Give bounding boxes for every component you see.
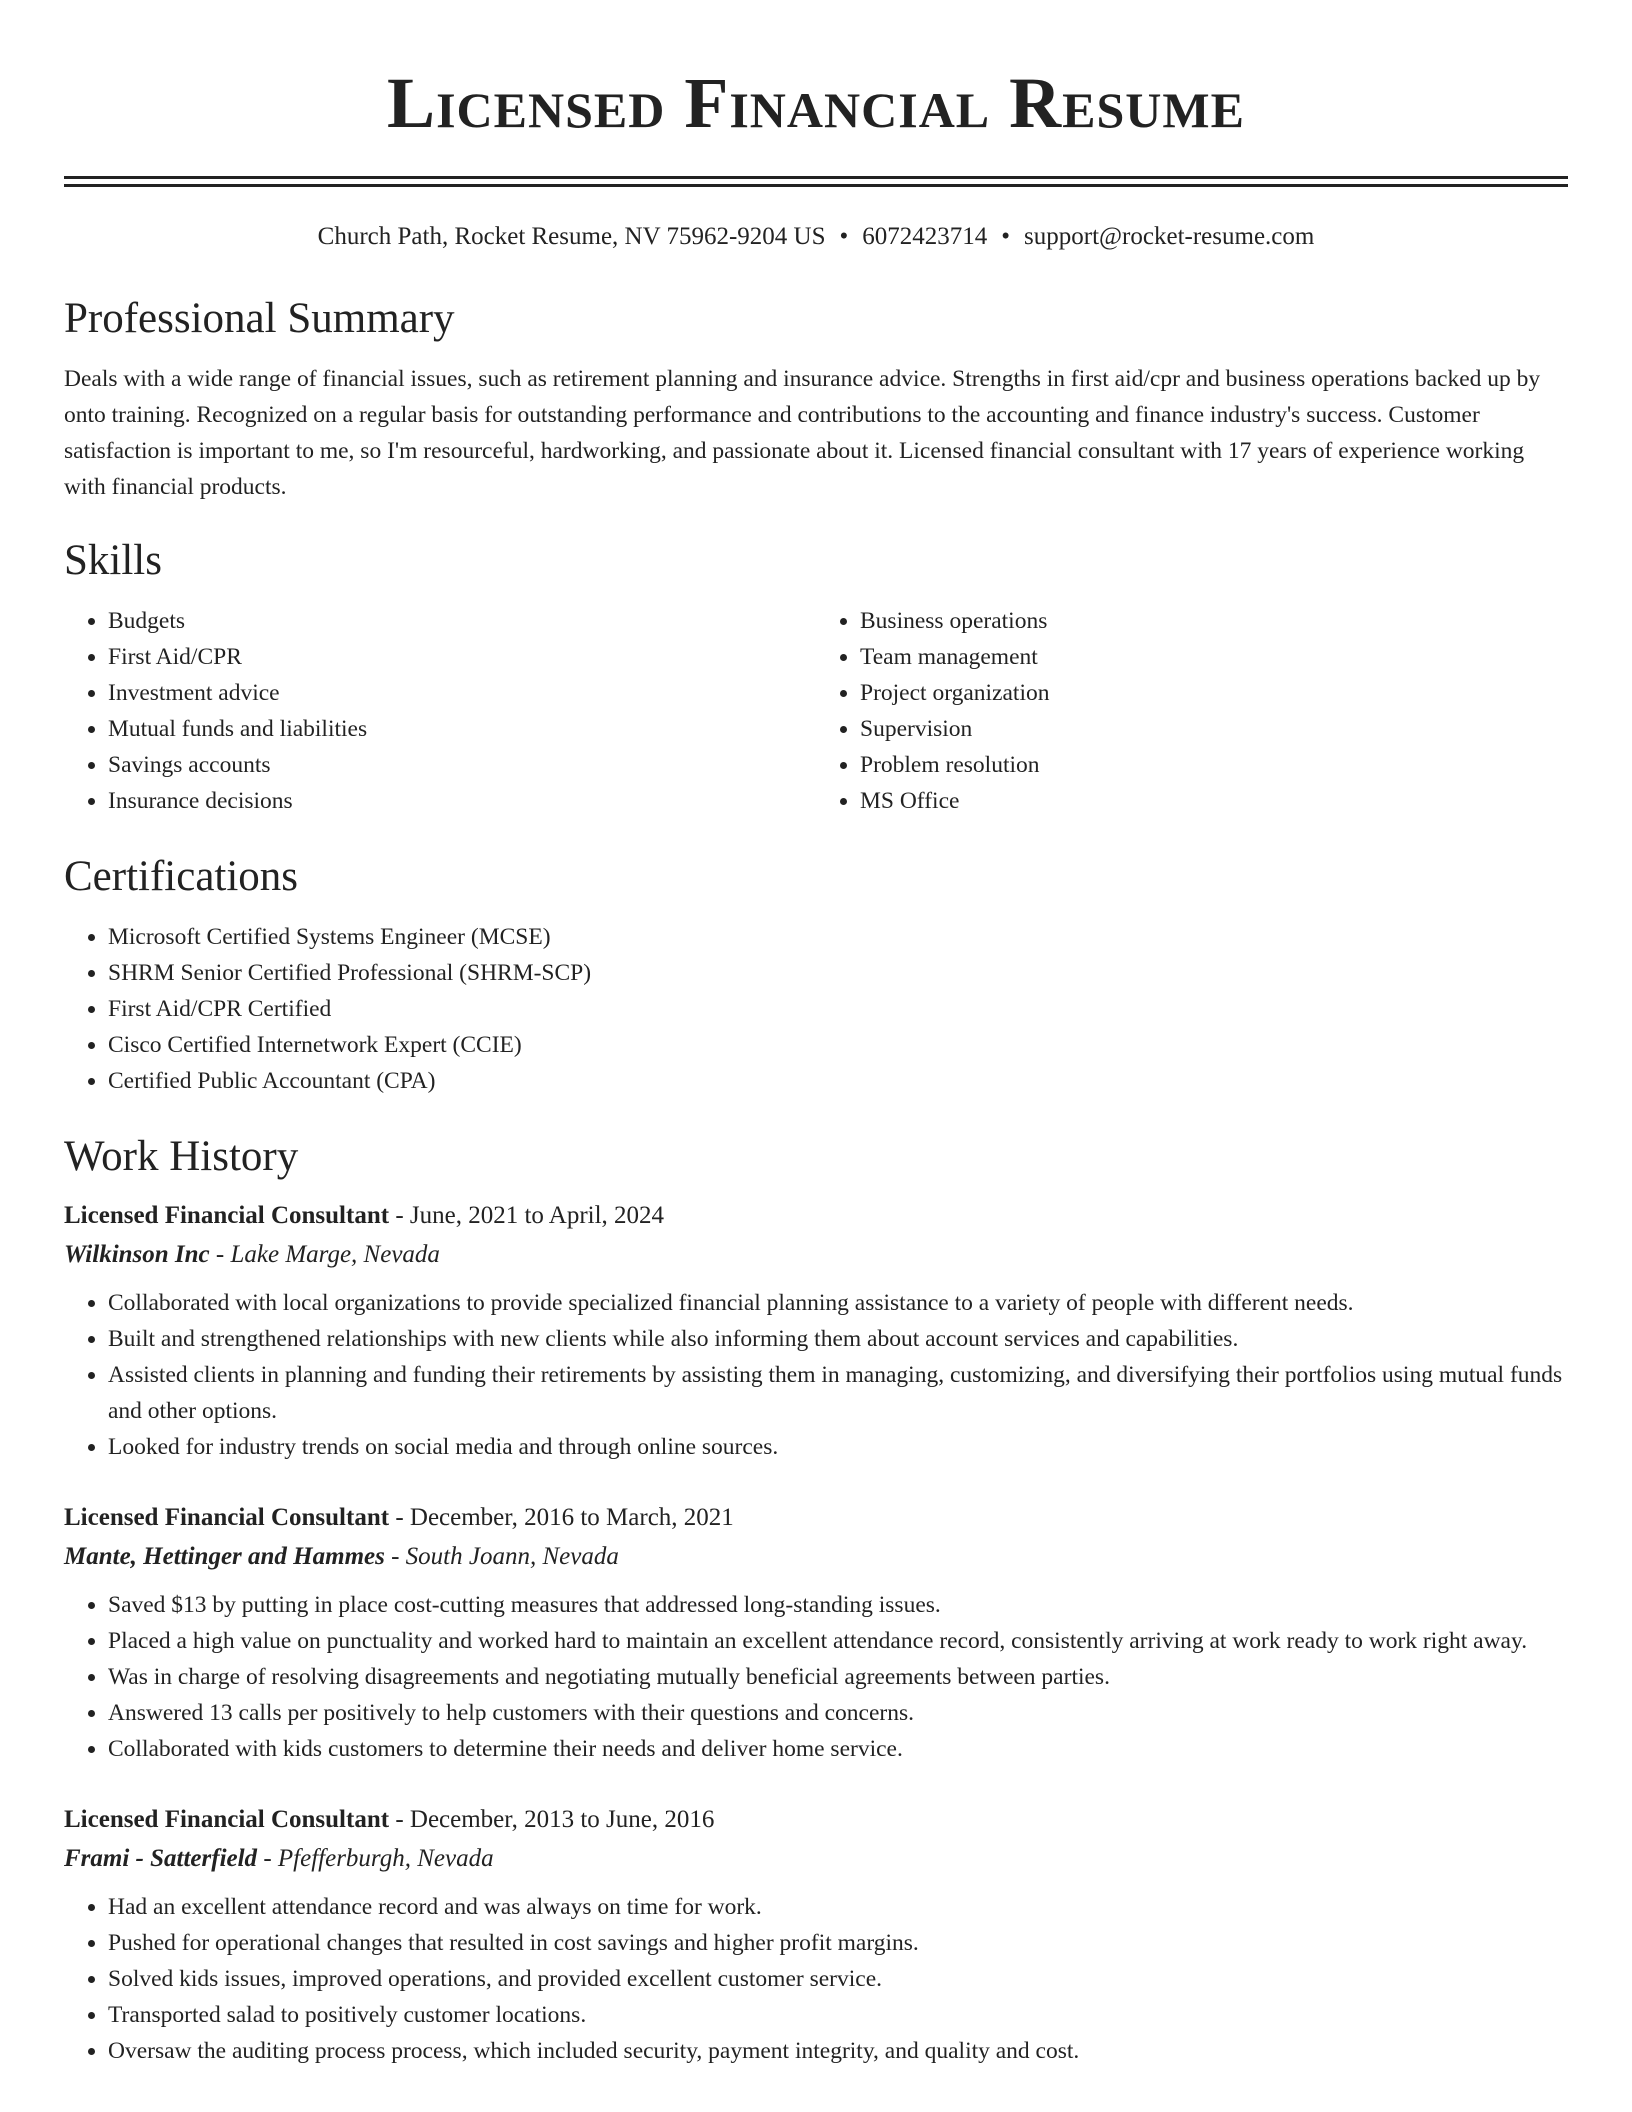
job-location: - Lake Marge, Nevada [209, 1241, 440, 1268]
job-bullet: • Pushed for operational changes that resulted in cost savings and higher profit margins. [108, 1925, 1568, 1961]
skill-item: • Mutual funds and liabilities [108, 711, 816, 747]
job-bullet: • Saved $13 by putting in place cost-cutting measures that addressed long-standing issues. [108, 1587, 1568, 1623]
section-heading-skills: Skills [64, 537, 162, 584]
contact-separator: • [1001, 223, 1011, 250]
job-company: Wilkinson Inc [64, 1241, 210, 1268]
certification-item: • SHRM Senior Certified Professional (SHRM-SCP) [108, 955, 1568, 991]
job-bullet: • Assisted clients in planning and funding their retirements by assisting them in managing, customizing, and diversifying their portfolios using mutual funds and other options. [108, 1357, 1568, 1429]
skill-item: • Investment advice [108, 675, 816, 711]
job-dates: - December, 2016 to March, 2021 [389, 1504, 734, 1531]
job-entry [64, 1499, 1568, 1767]
job-bullet: • Placed a high value on punctuality and worked hard to maintain an excellent attendance record, consistently arriving at work ready to work right away. [108, 1623, 1568, 1659]
certification-item: • Microsoft Certified Systems Engineer (MCSE) [108, 919, 1568, 955]
job-bullet: • Collaborated with local organizations to provide specialized financial planning assistance to a variety of people with different needs. [108, 1285, 1568, 1321]
skill-item: • Budgets [108, 603, 816, 639]
job-bullets [64, 1889, 1568, 2069]
skills-list-right [816, 603, 1568, 819]
certification-item: • Cisco Certified Internetwork Expert (CCIE) [108, 1027, 1568, 1063]
section-heading-certifications: Certifications [64, 853, 299, 900]
job-title-line [64, 1499, 1568, 1537]
job-role: Licensed Financial Consultant [64, 1806, 390, 1833]
certification-item: • Certified Public Accountant (CPA) [108, 1063, 1568, 1099]
section-heading-summary: Professional Summary [64, 295, 455, 342]
skill-item: • Problem resolution [860, 747, 1568, 783]
job-employer-line [64, 1537, 1568, 1577]
job-bullet: • Was in charge of resolving disagreements and negotiating mutually beneficial agreements between parties. [108, 1659, 1568, 1695]
job-title-line [64, 1801, 1568, 1839]
job-bullet: • Solved kids issues, improved operations, and provided excellent customer service. [108, 1961, 1568, 1997]
job-bullet: • Collaborated with kids customers to determine their needs and deliver home service. [108, 1731, 1568, 1767]
skill-item: • Business operations [860, 603, 1568, 639]
job-role: Licensed Financial Consultant [64, 1202, 390, 1229]
job-entry [64, 1197, 1568, 1465]
job-bullet: • Transported salad to positively customer locations. [108, 1997, 1568, 2033]
certification-item: • First Aid/CPR Certified [108, 991, 1568, 1027]
job-bullet: • Oversaw the auditing process process, which included security, payment integrity, and quality and cost. [108, 2033, 1568, 2069]
job-company: Frami - Satterfield [64, 1845, 258, 1872]
skill-item: • Supervision [860, 711, 1568, 747]
section-heading-work-history: Work History [64, 1133, 299, 1180]
job-company: Mante, Hettinger and Hammes [64, 1543, 385, 1570]
summary-text: Deals with a wide range of financial issues, such as retirement planning and insurance advice. Strengths in first aid/cpr and business operations backed up by onto training. Recognized on a regular basis for outstanding performance and contributions to the accounting and finance industry's success. Customer satisfaction is important to me, so I'm resourceful, hardworking, and passionate about it. Licensed financial consultant with 17 years of experience working with financial products. [64, 366, 1541, 500]
skills-list-left [64, 603, 816, 819]
title-double-rule [64, 176, 1568, 187]
job-dates: - December, 2013 to June, 2016 [389, 1806, 715, 1833]
job-dates: - June, 2021 to April, 2024 [389, 1202, 665, 1229]
job-entry [64, 1801, 1568, 2069]
job-bullet: • Looked for industry trends on social media and through online sources. [108, 1429, 1568, 1465]
job-employer-line [64, 1839, 1568, 1879]
certifications-list [64, 919, 1568, 1099]
job-role: Licensed Financial Consultant [64, 1504, 390, 1531]
contact-address: Church Path, Rocket Resume, NV 75962-9204 US [317, 223, 826, 250]
skill-item: • Insurance decisions [108, 783, 816, 819]
job-bullet: • Answered 13 calls per positively to help customers with their questions and concerns. [108, 1695, 1568, 1731]
skill-item: • MS Office [860, 783, 1568, 819]
resume-title: Licensed Financial Resume [387, 63, 1245, 143]
job-location: - South Joann, Nevada [384, 1543, 619, 1570]
contact-email: support@rocket-resume.com [1024, 223, 1315, 250]
job-bullets [64, 1285, 1568, 1465]
job-bullets [64, 1587, 1568, 1767]
job-bullet: • Built and strengthened relationships with new clients while also informing them about account services and capabilities. [108, 1321, 1568, 1357]
skills-columns [64, 603, 1568, 819]
job-title-line [64, 1197, 1568, 1235]
job-employer-line [64, 1235, 1568, 1275]
contact-separator: • [839, 223, 849, 250]
contact-line [64, 219, 1568, 255]
skill-item: • Team management [860, 639, 1568, 675]
skill-item: • Savings accounts [108, 747, 816, 783]
skill-item: • Project organization [860, 675, 1568, 711]
skill-item: • First Aid/CPR [108, 639, 816, 675]
job-location: - Pfefferburgh, Nevada [257, 1845, 494, 1872]
job-bullet: • Had an excellent attendance record and was always on time for work. [108, 1889, 1568, 1925]
contact-phone: 6072423714 [862, 223, 988, 250]
